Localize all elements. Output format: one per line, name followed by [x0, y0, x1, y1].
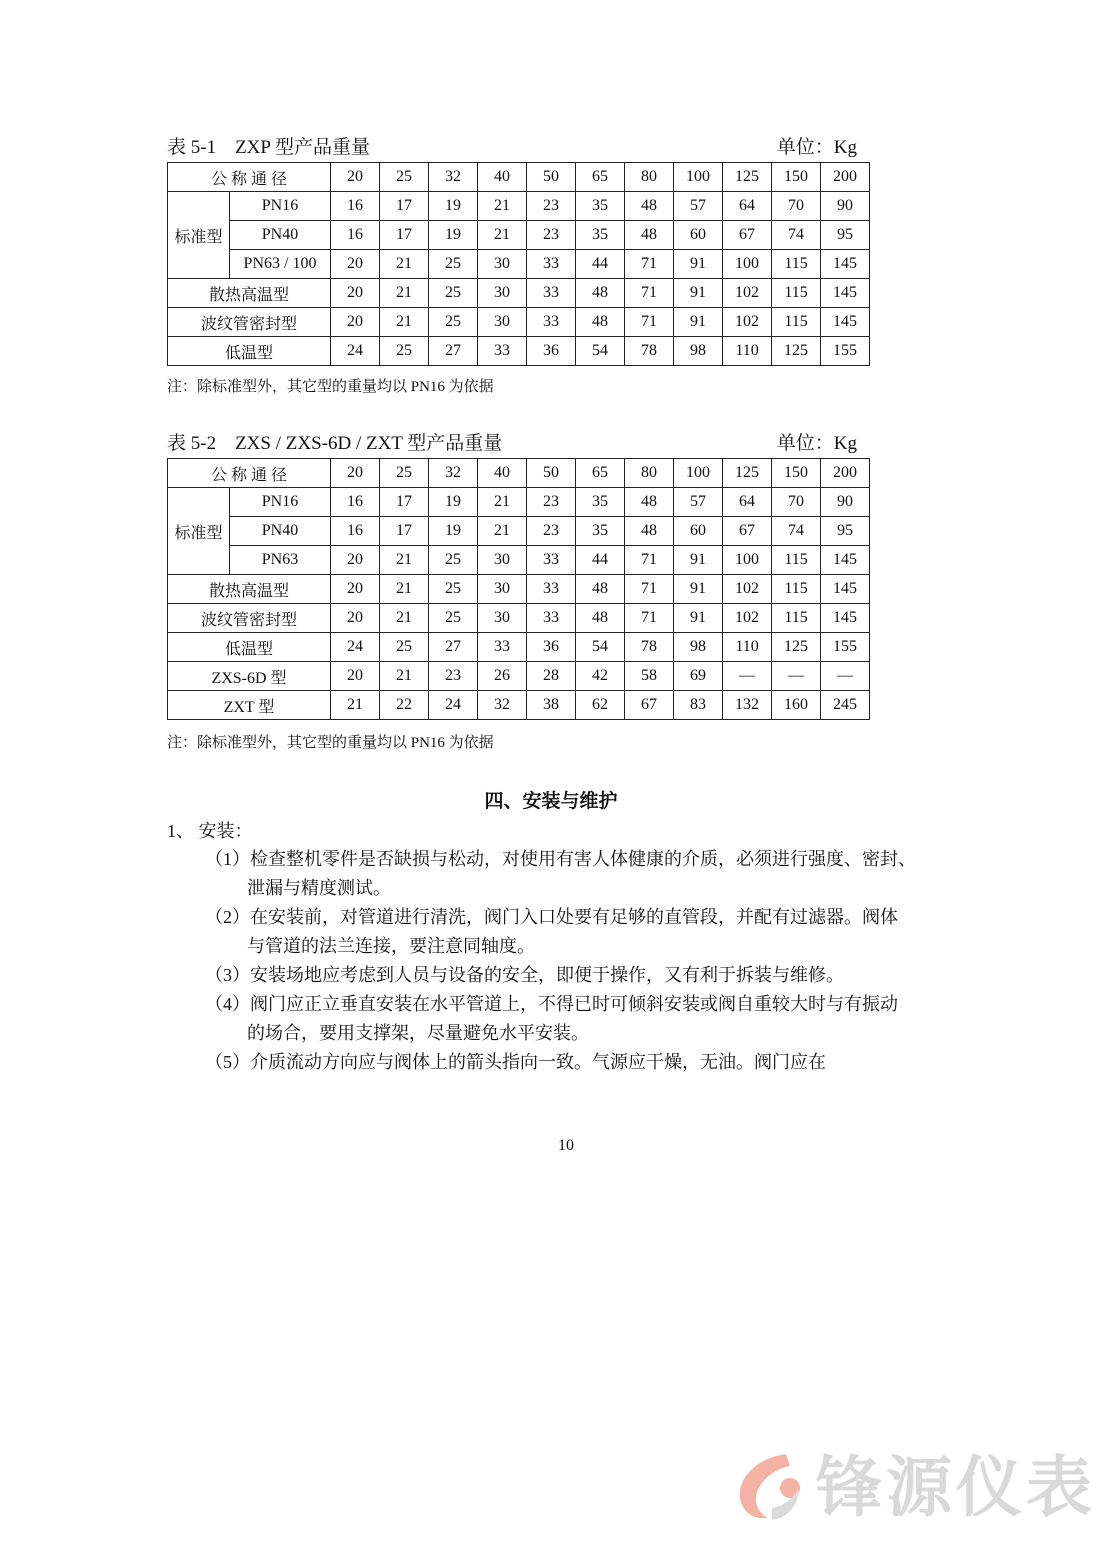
- install-item-4: [205, 990, 940, 1048]
- value-cell: 125: [772, 337, 821, 366]
- value-cell: 64: [723, 192, 772, 221]
- value-cell: 145: [821, 604, 870, 633]
- value-cell: 83: [674, 691, 723, 720]
- value-cell: 48: [576, 604, 625, 633]
- group-label-cell: 标准型: [168, 488, 230, 575]
- install-item-5: [205, 1048, 940, 1077]
- watermark: [728, 1440, 1096, 1540]
- value-cell: 69: [674, 662, 723, 691]
- table-row: [168, 546, 870, 575]
- value-cell: 33: [527, 250, 576, 279]
- value-cell: 25: [429, 604, 478, 633]
- value-cell: 35: [576, 192, 625, 221]
- value-cell: 115: [772, 575, 821, 604]
- table1-weights: [167, 162, 870, 366]
- header-label-cell: 公 称 通 径: [168, 459, 331, 488]
- value-cell: 16: [331, 221, 380, 250]
- row-label-cell: PN63: [230, 546, 331, 575]
- value-cell: 23: [527, 221, 576, 250]
- value-cell: 26: [478, 662, 527, 691]
- value-cell: 25: [380, 633, 429, 662]
- header-dn-cell: 32: [429, 459, 478, 488]
- header-dn-cell: 50: [527, 459, 576, 488]
- header-dn-cell: 100: [674, 163, 723, 192]
- value-cell: 24: [331, 337, 380, 366]
- value-cell: 57: [674, 488, 723, 517]
- value-cell: 17: [380, 517, 429, 546]
- value-cell: —: [821, 662, 870, 691]
- value-cell: 102: [723, 604, 772, 633]
- value-cell: 67: [723, 221, 772, 250]
- value-cell: 78: [625, 633, 674, 662]
- value-cell: 58: [625, 662, 674, 691]
- value-cell: 21: [380, 250, 429, 279]
- row-label-cell: PN16: [230, 192, 331, 221]
- value-cell: 21: [380, 546, 429, 575]
- value-cell: 19: [429, 221, 478, 250]
- header-dn-cell: 50: [527, 163, 576, 192]
- value-cell: 74: [772, 221, 821, 250]
- table1-caption: [167, 135, 857, 161]
- header-dn-cell: 20: [331, 459, 380, 488]
- value-cell: 91: [674, 250, 723, 279]
- row-label-cell: 低温型: [168, 337, 331, 366]
- value-cell: 17: [380, 488, 429, 517]
- value-cell: 16: [331, 192, 380, 221]
- value-cell: 145: [821, 575, 870, 604]
- table1-note: 注：除标准型外，其它型的重量均以 PN16 为依据: [167, 379, 494, 395]
- value-cell: 23: [429, 662, 478, 691]
- row-label-cell: 低温型: [168, 633, 331, 662]
- value-cell: 33: [478, 337, 527, 366]
- value-cell: 19: [429, 488, 478, 517]
- value-cell: 44: [576, 250, 625, 279]
- value-cell: 102: [723, 575, 772, 604]
- install-item-2-line2: 与管道的法兰连接，要注意同轴度。: [247, 936, 535, 956]
- value-cell: 110: [723, 337, 772, 366]
- table-row: [168, 662, 870, 691]
- header-dn-cell: 150: [772, 459, 821, 488]
- header-row: [168, 163, 870, 192]
- value-cell: 25: [429, 546, 478, 575]
- value-cell: 115: [772, 279, 821, 308]
- value-cell: 21: [478, 221, 527, 250]
- value-cell: 25: [429, 279, 478, 308]
- value-cell: 17: [380, 221, 429, 250]
- value-cell: 17: [380, 192, 429, 221]
- value-cell: 25: [429, 575, 478, 604]
- value-cell: 30: [478, 279, 527, 308]
- value-cell: 95: [821, 517, 870, 546]
- value-cell: 48: [625, 517, 674, 546]
- header-dn-cell: 200: [821, 459, 870, 488]
- watermark-text: 锋源仪表: [816, 1449, 1096, 1526]
- value-cell: 20: [331, 604, 380, 633]
- value-cell: 155: [821, 633, 870, 662]
- value-cell: 54: [576, 337, 625, 366]
- value-cell: 33: [527, 279, 576, 308]
- value-cell: 30: [478, 308, 527, 337]
- value-cell: 48: [625, 221, 674, 250]
- value-cell: 115: [772, 308, 821, 337]
- header-dn-cell: 80: [625, 459, 674, 488]
- table2-caption: [167, 431, 857, 457]
- table1-unit: 单位：Kg: [776, 137, 857, 158]
- value-cell: 91: [674, 308, 723, 337]
- value-cell: 33: [527, 604, 576, 633]
- value-cell: 35: [576, 517, 625, 546]
- value-cell: —: [723, 662, 772, 691]
- value-cell: 155: [821, 337, 870, 366]
- value-cell: 48: [625, 488, 674, 517]
- row-label-cell: 波纹管密封型: [168, 604, 331, 633]
- value-cell: 125: [772, 633, 821, 662]
- value-cell: 115: [772, 546, 821, 575]
- value-cell: 16: [331, 517, 380, 546]
- value-cell: 16: [331, 488, 380, 517]
- row-label-cell: 散热高温型: [168, 279, 331, 308]
- value-cell: 91: [674, 575, 723, 604]
- value-cell: 48: [576, 279, 625, 308]
- value-cell: 36: [527, 633, 576, 662]
- value-cell: 21: [478, 517, 527, 546]
- value-cell: 71: [625, 308, 674, 337]
- table-row: [168, 633, 870, 662]
- table-row: [168, 192, 870, 221]
- table-row: [168, 221, 870, 250]
- row-label-cell: PN40: [230, 517, 331, 546]
- value-cell: 74: [772, 517, 821, 546]
- install-item-5-line1: （5）介质流动方向应与阀体上的箭头指向一致。气源应干燥，无油。阀门应在: [205, 1052, 826, 1072]
- value-cell: 78: [625, 337, 674, 366]
- value-cell: 21: [380, 604, 429, 633]
- value-cell: 25: [429, 250, 478, 279]
- value-cell: 25: [380, 337, 429, 366]
- header-dn-cell: 40: [478, 163, 527, 192]
- value-cell: 71: [625, 279, 674, 308]
- value-cell: 35: [576, 221, 625, 250]
- header-dn-cell: 65: [576, 459, 625, 488]
- header-dn-cell: 65: [576, 163, 625, 192]
- value-cell: 20: [331, 662, 380, 691]
- install-item-3: [205, 961, 940, 990]
- value-cell: 71: [625, 546, 674, 575]
- value-cell: 30: [478, 250, 527, 279]
- value-cell: 67: [625, 691, 674, 720]
- install-item-1-line2: 泄漏与精度测试。: [247, 878, 391, 898]
- header-dn-cell: 25: [380, 459, 429, 488]
- value-cell: 100: [723, 546, 772, 575]
- install-item-2: [205, 903, 940, 961]
- value-cell: 60: [674, 517, 723, 546]
- group-label-cell: 标准型: [168, 192, 230, 279]
- value-cell: 20: [331, 250, 380, 279]
- value-cell: 21: [380, 279, 429, 308]
- value-cell: 44: [576, 546, 625, 575]
- value-cell: —: [772, 662, 821, 691]
- value-cell: 23: [527, 517, 576, 546]
- value-cell: 91: [674, 279, 723, 308]
- row-label-cell: ZXS-6D 型: [168, 662, 331, 691]
- value-cell: 36: [527, 337, 576, 366]
- value-cell: 91: [674, 546, 723, 575]
- table2-title: 表 5-2 ZXS / ZXS-6D / ZXT 型产品重量: [167, 433, 503, 454]
- value-cell: 132: [723, 691, 772, 720]
- value-cell: 54: [576, 633, 625, 662]
- header-dn-cell: 32: [429, 163, 478, 192]
- value-cell: 20: [331, 546, 380, 575]
- value-cell: 33: [527, 546, 576, 575]
- header-label-cell: 公 称 通 径: [168, 163, 331, 192]
- value-cell: 48: [576, 308, 625, 337]
- value-cell: 35: [576, 488, 625, 517]
- table-row: [168, 279, 870, 308]
- header-dn-cell: 25: [380, 163, 429, 192]
- value-cell: 90: [821, 192, 870, 221]
- value-cell: 71: [625, 575, 674, 604]
- value-cell: 115: [772, 250, 821, 279]
- table-row: [168, 488, 870, 517]
- table-row: [168, 575, 870, 604]
- header-dn-cell: 150: [772, 163, 821, 192]
- value-cell: 160: [772, 691, 821, 720]
- table2-note: 注：除标准型外，其它型的重量均以 PN16 为依据: [167, 735, 494, 751]
- value-cell: 98: [674, 337, 723, 366]
- value-cell: 67: [723, 517, 772, 546]
- value-cell: 48: [576, 575, 625, 604]
- value-cell: 245: [821, 691, 870, 720]
- value-cell: 28: [527, 662, 576, 691]
- flame-logo-icon: [728, 1446, 808, 1526]
- value-cell: 30: [478, 575, 527, 604]
- value-cell: 24: [331, 633, 380, 662]
- value-cell: 21: [380, 662, 429, 691]
- install-item-1-line1: （1）检查整机零件是否缺损与松动，对使用有害人体健康的介质，必须进行强度、密封、: [205, 849, 916, 869]
- row-label-cell: 散热高温型: [168, 575, 331, 604]
- value-cell: 57: [674, 192, 723, 221]
- row-label-cell: 波纹管密封型: [168, 308, 331, 337]
- value-cell: 38: [527, 691, 576, 720]
- install-item-4-line2: 的场合，要用支撑架，尽量避免水平安装。: [247, 1023, 589, 1043]
- install-item-2-line1: （2）在安装前，对管道进行清洗，阀门入口处要有足够的直管段，并配有过滤器。阀体: [205, 907, 898, 927]
- table2-unit: 单位：Kg: [776, 433, 857, 454]
- value-cell: 48: [625, 192, 674, 221]
- value-cell: 23: [527, 192, 576, 221]
- value-cell: 110: [723, 633, 772, 662]
- header-dn-cell: 125: [723, 163, 772, 192]
- value-cell: 27: [429, 633, 478, 662]
- value-cell: 71: [625, 250, 674, 279]
- value-cell: 19: [429, 192, 478, 221]
- header-dn-cell: 125: [723, 459, 772, 488]
- value-cell: 62: [576, 691, 625, 720]
- install-item-3-line1: （3）安装场地应考虑到人员与设备的安全，即便于操作，又有利于拆装与维修。: [205, 965, 844, 985]
- row-label-cell: PN40: [230, 221, 331, 250]
- value-cell: 60: [674, 221, 723, 250]
- value-cell: 27: [429, 337, 478, 366]
- row-label-cell: ZXT 型: [168, 691, 331, 720]
- header-dn-cell: 80: [625, 163, 674, 192]
- header-dn-cell: 20: [331, 163, 380, 192]
- value-cell: 30: [478, 604, 527, 633]
- table-row: [168, 308, 870, 337]
- table-row: [168, 517, 870, 546]
- value-cell: 145: [821, 250, 870, 279]
- value-cell: 24: [429, 691, 478, 720]
- row-label-cell: PN16: [230, 488, 331, 517]
- value-cell: 115: [772, 604, 821, 633]
- section-title: 四、安装与维护: [484, 790, 618, 812]
- value-cell: 21: [331, 691, 380, 720]
- table-row: [168, 337, 870, 366]
- table-row: [168, 691, 870, 720]
- value-cell: 145: [821, 546, 870, 575]
- value-cell: 90: [821, 488, 870, 517]
- value-cell: 145: [821, 279, 870, 308]
- value-cell: 21: [478, 488, 527, 517]
- value-cell: 95: [821, 221, 870, 250]
- value-cell: 21: [380, 308, 429, 337]
- header-dn-cell: 40: [478, 459, 527, 488]
- value-cell: 33: [527, 308, 576, 337]
- header-dn-cell: 100: [674, 459, 723, 488]
- value-cell: 64: [723, 488, 772, 517]
- value-cell: 145: [821, 308, 870, 337]
- value-cell: 70: [772, 192, 821, 221]
- table1-title: 表 5-1 ZXP 型产品重量: [167, 137, 371, 158]
- value-cell: 21: [478, 192, 527, 221]
- value-cell: 100: [723, 250, 772, 279]
- value-cell: 19: [429, 517, 478, 546]
- value-cell: 102: [723, 308, 772, 337]
- value-cell: 20: [331, 575, 380, 604]
- value-cell: 20: [331, 308, 380, 337]
- page-number: 10: [558, 1137, 574, 1154]
- value-cell: 30: [478, 546, 527, 575]
- value-cell: 33: [478, 633, 527, 662]
- value-cell: 22: [380, 691, 429, 720]
- row-label-cell: PN63 / 100: [230, 250, 331, 279]
- value-cell: 102: [723, 279, 772, 308]
- value-cell: 70: [772, 488, 821, 517]
- value-cell: 98: [674, 633, 723, 662]
- value-cell: 32: [478, 691, 527, 720]
- value-cell: 25: [429, 308, 478, 337]
- header-row: [168, 459, 870, 488]
- value-cell: 91: [674, 604, 723, 633]
- value-cell: 23: [527, 488, 576, 517]
- value-cell: 21: [380, 575, 429, 604]
- table-row: [168, 250, 870, 279]
- value-cell: 71: [625, 604, 674, 633]
- header-dn-cell: 200: [821, 163, 870, 192]
- install-item-4-line1: （4）阀门应正立垂直安装在水平管道上，不得已时可倾斜安装或阀自重较大时与有振动: [205, 994, 898, 1014]
- list-head-install: 1、 安装：: [167, 821, 253, 841]
- value-cell: 42: [576, 662, 625, 691]
- value-cell: 20: [331, 279, 380, 308]
- value-cell: 33: [527, 575, 576, 604]
- install-item-1: [205, 845, 940, 903]
- table2-weights: [167, 458, 870, 720]
- table-row: [168, 604, 870, 633]
